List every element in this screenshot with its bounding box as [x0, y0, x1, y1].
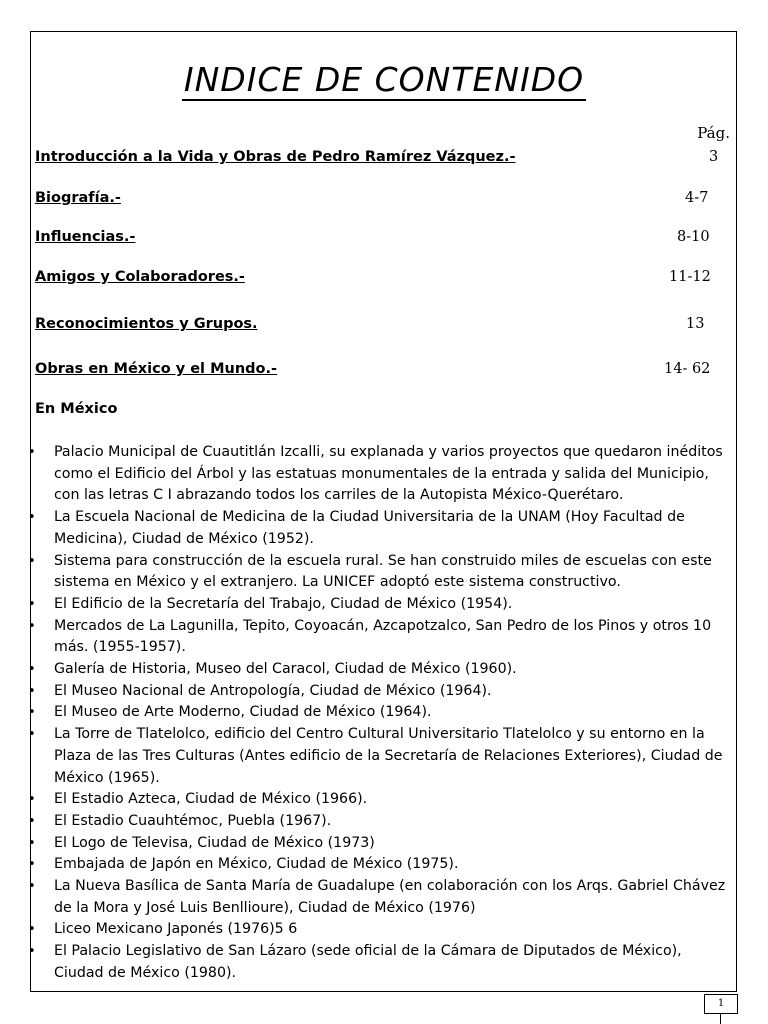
- toc-page-number: 11-12: [669, 269, 711, 285]
- toc-entry-label[interactable]: Biografía.-: [35, 190, 121, 206]
- bullet-icon: •: [28, 922, 36, 938]
- list-item: • Mercados de La Lagunilla, Tepito, Coyoacán, Azcapotzalco, San Pedro de los Pinos y otros 10 más. (1955-1957).: [28, 617, 712, 656]
- page-number-tick: [720, 1014, 721, 1024]
- bullet-icon: •: [28, 662, 36, 678]
- list-item: • El Estadio Cuauhtémoc, Puebla (1967).: [28, 811, 728, 833]
- toc-row-biografia[interactable]: [35, 190, 715, 214]
- list-item: • El Museo de Arte Moderno, Ciudad de México (1964).: [28, 702, 728, 724]
- page-number: 1: [704, 994, 738, 1014]
- bullet-icon: •: [28, 553, 36, 569]
- toc-row-obras[interactable]: [35, 361, 715, 385]
- toc-page-number: 8-10: [677, 229, 710, 245]
- list-item: • Palacio Municipal de Cuautitlán Izcalli, su explanada y varios proyectos que quedaron inéditos como el Edificio del Árbol y las estatuas monumentales de la entrada y salida del Municipio, con las letras C I abrazando todos los carriles de la Autopista México-Querétaro.: [28, 444, 723, 504]
- bullet-icon: •: [28, 727, 36, 743]
- page-title: INDICE DE CONTENIDO: [183, 60, 585, 99]
- toc-row-introduccion[interactable]: [35, 149, 719, 173]
- toc-page-number: 13: [686, 316, 705, 332]
- toc-entry-label[interactable]: Introducción a la Vida y Obras de Pedro Ramírez Vázquez.-: [35, 149, 516, 165]
- page-column-header: Pág.: [697, 124, 730, 142]
- list-item: • El Logo de Televisa, Ciudad de México (1973): [28, 833, 728, 855]
- toc-entry-label[interactable]: Amigos y Colaboradores.-: [35, 269, 245, 285]
- list-item: • El Estadio Azteca, Ciudad de México (1966).: [28, 789, 728, 811]
- bullet-icon: •: [28, 618, 36, 634]
- section-heading: En México: [35, 401, 118, 417]
- bullet-icon: •: [28, 857, 36, 873]
- bullet-icon: •: [28, 835, 36, 851]
- works-list: [28, 442, 728, 985]
- bullet-icon: •: [28, 813, 36, 829]
- list-item: • La Escuela Nacional de Medicina de la Ciudad Universitaria de la UNAM (Hoy Facultad de Medicina), Ciudad de México (1952).: [28, 509, 685, 547]
- toc-page-number: 3: [709, 149, 719, 165]
- list-item: • El Museo Nacional de Antropología, Ciudad de México (1964).: [28, 681, 728, 703]
- bullet-icon: •: [28, 445, 36, 460]
- bullet-icon: •: [28, 944, 36, 960]
- bullet-icon: •: [28, 705, 36, 721]
- bullet-icon: •: [28, 792, 36, 808]
- list-item: • La Torre de Tlatelolco, edificio del Centro Cultural Universitario Tlatelolco y su entorno en la Plaza de las Tres Culturas (Antes edificio de la Secretaría de Relaciones Exteriores), Ciudad de México (1965).: [28, 726, 723, 786]
- list-item: • El Palacio Legislativo de San Lázaro (sede oficial de la Cámara de Diputados de México), Ciudad de México (1980).: [28, 943, 682, 981]
- list-item: • Embajada de Japón en México, Ciudad de México (1975).: [28, 854, 728, 876]
- list-item: • Liceo Mexicano Japonés (1976)5 6: [28, 919, 728, 941]
- toc-row-influencias[interactable]: [35, 229, 715, 253]
- toc-row-amigos[interactable]: [35, 269, 715, 293]
- list-item: • El Edificio de la Secretaría del Trabajo, Ciudad de México (1954).: [28, 594, 728, 616]
- bullet-icon: •: [28, 596, 36, 612]
- toc-entry-label[interactable]: Obras en México y el Mundo.-: [35, 361, 278, 377]
- bullet-icon: •: [28, 879, 36, 895]
- toc-row-reconocimientos[interactable]: [35, 316, 715, 340]
- toc-page-number: 4-7: [685, 190, 709, 206]
- toc-page-number: 14- 62: [664, 361, 711, 377]
- list-item: • Galería de Historia, Museo del Caracol, Ciudad de México (1960).: [28, 659, 728, 681]
- toc-entry-label[interactable]: Reconocimientos y Grupos.: [35, 316, 258, 332]
- bullet-icon: •: [28, 683, 36, 699]
- toc-entry-label[interactable]: Influencias.-: [35, 229, 136, 245]
- bullet-icon: •: [28, 510, 36, 526]
- list-item: • La Nueva Basílica de Santa María de Guadalupe (en colaboración con los Arqs. Gabriel Chávez de la Mora y José Luis Benllioure), Ciudad de México (1976): [28, 878, 726, 916]
- list-item: • Sistema para construcción de la escuela rural. Se han construido miles de escuelas con este sistema en México y el extranjero. La UNICEF adoptó este sistema constructivo.: [28, 552, 712, 591]
